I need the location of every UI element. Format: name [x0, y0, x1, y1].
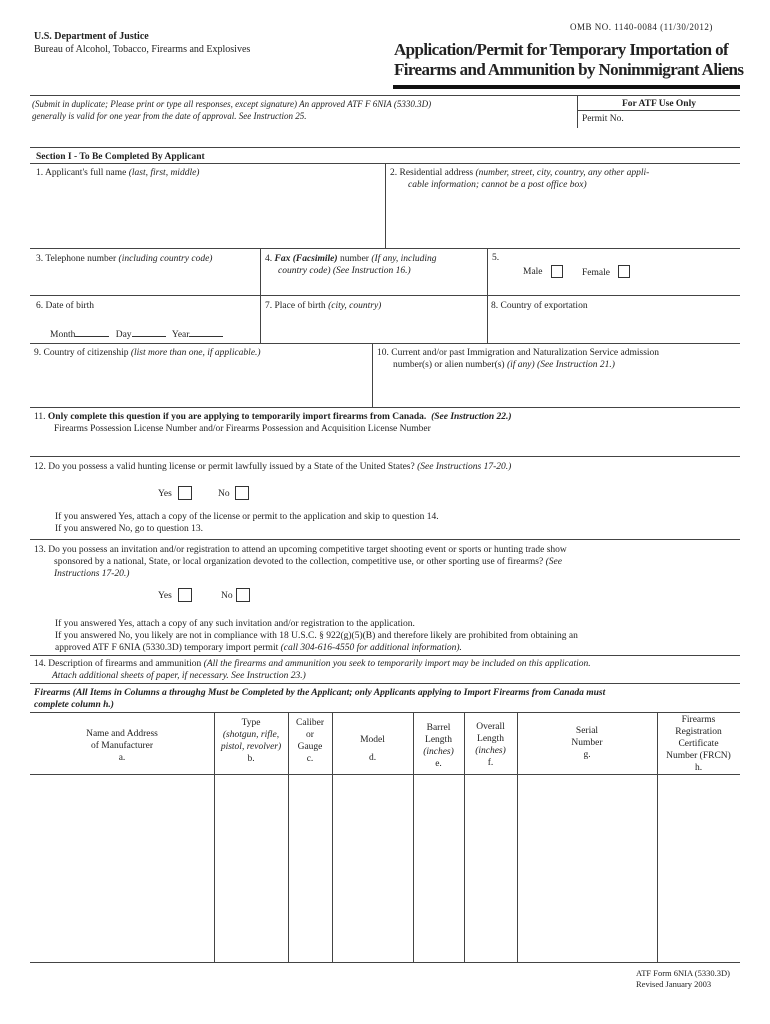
female-checkbox[interactable]: [618, 265, 630, 278]
fax-field[interactable]: [264, 278, 484, 294]
atf-use-title: For ATF Use Only: [622, 99, 696, 109]
q12-yes-instruction: If you answered Yes, attach a copy of the license or permit to the application and skip to question 14.: [55, 512, 439, 522]
overall-length-cell[interactable]: [466, 776, 515, 960]
form-number: ATF Form 6NIA (5330.3D): [636, 968, 730, 978]
q7-label: 7. Place of birth (city, country): [265, 301, 382, 311]
serial-number-cell[interactable]: [519, 776, 655, 960]
residential-address-field[interactable]: [390, 192, 735, 247]
telephone-field[interactable]: [34, 267, 256, 293]
form-title-line1: Application/Permit for Temporary Importation of: [394, 40, 729, 59]
applicant-name-field[interactable]: [34, 180, 382, 248]
q11-bottom-rule: [30, 456, 740, 457]
female-label: Female: [582, 268, 610, 278]
intro-line2: generally is valid for one year from the date of approval. See Instruction 25.: [32, 111, 307, 121]
caliber-cell[interactable]: [290, 776, 330, 960]
male-label: Male: [523, 267, 543, 277]
table-top-rule: [30, 712, 740, 713]
place-of-birth-field[interactable]: [264, 313, 484, 341]
q13-yes-checkbox[interactable]: [178, 588, 192, 602]
type-cell[interactable]: [216, 776, 286, 960]
q12-bottom-rule: [30, 539, 740, 540]
row4-bottom-rule: [30, 407, 740, 408]
year-label: Year: [171, 330, 190, 340]
department-name: U.S. Department of Justice: [34, 31, 149, 42]
q9-label: 9. Country of citizenship (list more than one, if applicable.): [34, 348, 261, 358]
q13-line1: 13. Do you possess an invitation and/or registration to attend an upcoming competitive target shooting event or sports or hunting trade show: [34, 545, 567, 555]
row2-divider-a: [260, 248, 261, 295]
q14-hint-line2: Attach additional sheets of paper, if necessary. See Instruction 23.): [52, 671, 306, 681]
bureau-name: Bureau of Alcohol, Tobacco, Firearms and Explosives: [34, 44, 251, 55]
country-of-citizenship-field[interactable]: [34, 360, 369, 405]
col-header-g: Serial Number g.: [571, 726, 603, 760]
q13-no-checkbox[interactable]: [236, 588, 250, 602]
q1-label: 1. Applicant's full name (last, first, middle): [36, 168, 200, 178]
q11-label: 11. Only complete this question if you are applying to temporarily import firearms from Canada. (See Instruction 22.): [34, 412, 512, 422]
intro-line1: (Submit in duplicate; Please print or type all responses, except signature) An approved ATF F 6NIA (5330.3D): [32, 99, 432, 109]
day-field[interactable]: [132, 327, 166, 337]
firearms-instruction-line1: Firearms (All Items in Columns a throughg Must be Completed by the Applicant; only Applicants applying to Import Firearms from Canada must: [34, 688, 606, 698]
firearms-license-field[interactable]: [34, 436, 734, 454]
col-header-b: Type (shotgun, rifle, pistol, revolver) b.: [220, 718, 282, 764]
q13-yes-label: Yes: [158, 591, 172, 601]
q13-yes-instruction: If you answered Yes, attach a copy of any such invitation and/or registration to the application.: [55, 619, 415, 629]
permit-number-label: Permit No.: [582, 114, 624, 124]
section1-title: Section I - To Be Completed By Applicant: [36, 152, 205, 162]
row3-divider-b: [487, 295, 488, 343]
q6-label: 6. Date of birth: [36, 301, 95, 311]
q2-hint-line2: cable information; cannot be a post office box): [408, 180, 587, 190]
frcn-cell[interactable]: [659, 776, 738, 960]
col-header-h: Firearms Registration Certificate Number (FRCN) h.: [666, 715, 731, 773]
row3-divider-a: [260, 295, 261, 343]
male-checkbox[interactable]: [551, 265, 563, 278]
q13-line2: sponsored by a national, State, or local organization devoted to the collection, competitive use, or other sporting use of firearms? (See: [54, 557, 562, 567]
q5-label: 5.: [492, 253, 500, 263]
q13-line3: Instructions 17-20.): [54, 569, 130, 579]
col-header-f: Overall Length (inches) f.: [475, 722, 506, 768]
title-rule: [393, 85, 740, 89]
q4-hint-line2: country code) (See Instruction 16.): [278, 266, 411, 276]
col-header-d: Model d.: [360, 735, 385, 763]
row3-bottom-rule: [30, 343, 740, 344]
section-top-rule: [30, 147, 740, 148]
col-header-a: Name and Address of Manufacturer a.: [86, 729, 158, 763]
model-cell[interactable]: [334, 776, 411, 960]
revision-date: Revised January 2003: [636, 979, 712, 989]
q10-line1: 10. Current and/or past Immigration and Naturalization Service admission: [377, 348, 660, 358]
table-header-rule: [30, 774, 740, 775]
table-bottom-rule: [30, 962, 740, 963]
q3-label: 3. Telephone number (including country code): [36, 254, 213, 264]
year-field[interactable]: [189, 327, 223, 337]
col-header-c: Caliber or Gauge c.: [296, 718, 324, 764]
country-of-exportation-field[interactable]: [490, 313, 735, 341]
firearms-table: [30, 712, 740, 962]
q12-yes-label: Yes: [158, 489, 172, 499]
row1-divider: [385, 163, 386, 248]
barrel-length-cell[interactable]: [415, 776, 462, 960]
q13-no-instruction-line2: approved ATF F 6NIA (5330.3D) temporary import permit (call 304-616-4550 for additional information).: [55, 643, 462, 653]
q13-bottom-rule: [30, 655, 740, 656]
row2-divider-b: [487, 248, 488, 295]
row1-bottom-rule: [30, 248, 740, 249]
q11-line2: Firearms Possession License Number and/or Firearms Possession and Acquisition License Number: [54, 424, 431, 434]
row4-divider: [372, 343, 373, 407]
firearms-instruction-line2: complete column h.): [34, 700, 114, 710]
q14-bottom-rule: [30, 683, 740, 684]
permit-number-field[interactable]: [582, 116, 732, 127]
q12-no-label: No: [218, 489, 230, 499]
month-label: Month: [50, 330, 76, 340]
q13-no-instruction-line1: If you answered No, you likely are not in compliance with 18 U.S.C. § 922(g)(5)(B) and therefore likely are prohibited from obtaining an: [55, 631, 578, 641]
form-title-line2: Firearms and Ammunition by Nonimmigrant Aliens: [394, 60, 744, 79]
alien-number-field[interactable]: [377, 372, 735, 405]
q14-label: 14. Description of firearms and ammunition (All the firearms and ammunition you seek to temporarily import may be included on this application.: [34, 659, 591, 669]
q8-label: 8. Country of exportation: [491, 301, 588, 311]
month-field[interactable]: [75, 327, 109, 337]
date-of-birth-fields: [50, 327, 223, 341]
day-label: Day: [115, 330, 132, 340]
omb-number: OMB NO. 1140-0084 (11/30/2012): [570, 22, 713, 32]
row2-bottom-rule: [30, 295, 740, 296]
q13-no-label: No: [221, 591, 233, 601]
atf-box-rule: [578, 110, 740, 111]
q12-no-instruction: If you answered No, go to question 13.: [55, 524, 204, 534]
q2-label: 2. Residential address (number, street, city, country, any other appli-: [390, 168, 650, 178]
q10-line2: number(s) or alien number(s) (if any) (See Instruction 21.): [393, 360, 615, 370]
col-header-e: Barrel Length (inches) e.: [423, 723, 454, 769]
q4-label: 4. Fax (Facsimile) number (If any, including: [265, 254, 437, 264]
q12-label: 12. Do you possess a valid hunting license or permit lawfully issued by a State of the United States? (See Instructions 17-20.): [34, 462, 512, 472]
q12-no-checkbox[interactable]: [235, 486, 249, 500]
q12-yes-checkbox[interactable]: [178, 486, 192, 500]
manufacturer-cell[interactable]: [32, 776, 212, 960]
